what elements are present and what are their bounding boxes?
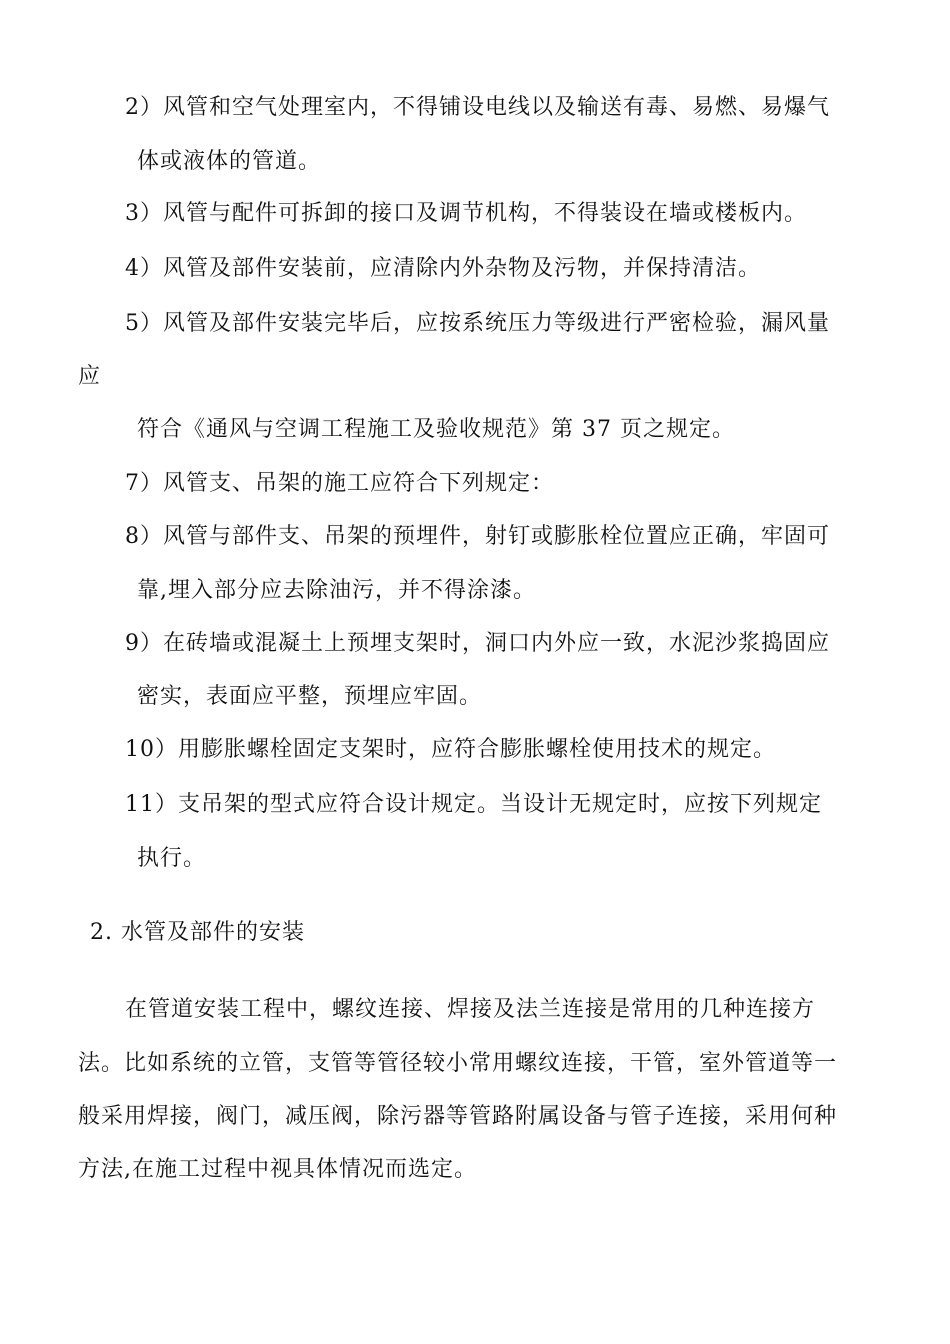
text-line: 5）风管及部件安装完毕后，应按系统压力等级进行严密检验，漏风量: [125, 311, 830, 336]
text-line: 方法,在施工过程中视具体情况而选定。: [78, 1157, 477, 1182]
text-line: 体或液体的管道。: [137, 149, 322, 174]
text-line: 9）在砖墙或混凝土上预埋支架时，洞口内外应一致，水泥沙浆捣固应: [125, 631, 830, 656]
text-line: 法。比如系统的立管，支管等管径较小常用螺纹连接，干管，室外管道等一: [78, 1051, 838, 1076]
section-heading: 2. 水管及部件的安装: [90, 920, 305, 945]
text-line: 3）风管与配件可拆卸的接口及调节机构，不得装设在墙或楼板内。: [125, 201, 807, 226]
text-line: 8）风管与部件支、吊架的预埋件，射钉或膨胀栓位置应正确，牢固可: [125, 524, 830, 549]
text-line: 般采用焊接，阀门，减压阀，除污器等管路附属设备与管子连接，采用何种: [78, 1104, 838, 1129]
text-line: 符合《通风与空调工程施工及验收规范》第 37 页之规定。: [137, 417, 735, 442]
text-line: 10）用膨胀螺栓固定支架时，应符合膨胀螺栓使用技术的规定。: [125, 737, 776, 762]
text-line: 应: [78, 364, 102, 389]
text-line: 执行。: [137, 846, 207, 871]
text-line: 11）支吊架的型式应符合设计规定。当设计无规定时，应按下列规定: [125, 792, 822, 817]
text-line: 在管道安装工程中，螺纹连接、焊接及法兰连接是常用的几种连接方: [125, 997, 816, 1022]
text-line: 4）风管及部件安装前，应清除内外杂物及污物，并保持清洁。: [125, 256, 761, 281]
text-line: 7）风管支、吊架的施工应符合下列规定：: [125, 471, 554, 496]
text-line: 密实，表面应平整，预埋应牢固。: [137, 684, 483, 709]
text-line: 靠,埋入部分应去除油污，并不得涂漆。: [137, 578, 536, 603]
text-line: 2）风管和空气处理室内，不得铺设电线以及输送有毒、易燃、易爆气: [125, 95, 830, 120]
